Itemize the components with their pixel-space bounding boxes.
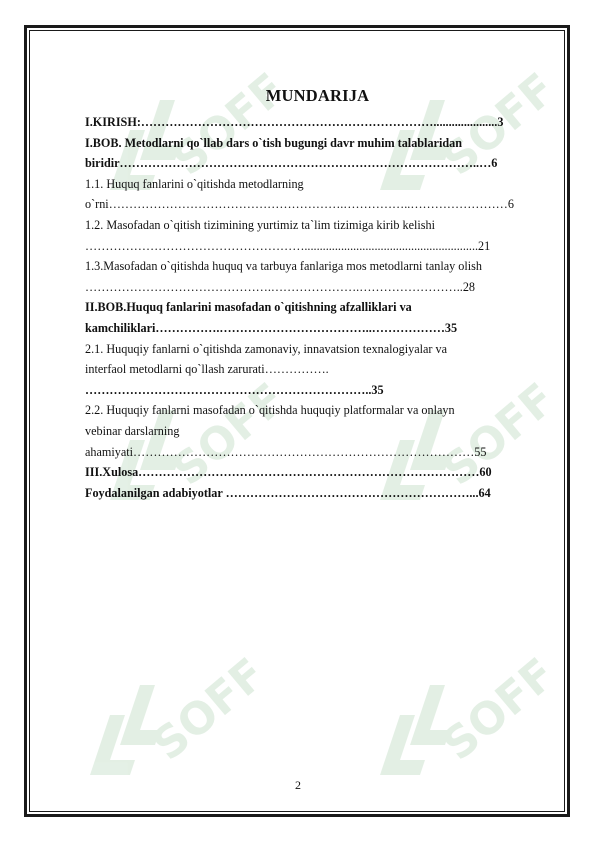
toc-entry-1-1[interactable] [85,174,550,215]
svg-text:SOFF: SOFF [433,648,550,771]
svg-text:SOFF: SOFF [433,63,550,186]
toc-line: ……………………………………………….........................................................21 [85,238,491,253]
svg-text:SOFF: SOFF [433,373,550,496]
toc-line: ……………………………………….………………….……………………..28 [85,279,475,294]
toc-line: 2.1. Huquqiy fanlarni o`qitishda zamonaviy, innavatsion texnalogiyalar va [85,341,448,356]
toc-line: Foydalanilgan adabiyotlar ……………………………………………………...64 [85,485,491,500]
toc-line: ……………………………………………………………..35 [85,382,384,397]
toc-line: kamchiliklari…………….………………………………..………………35 [85,320,458,335]
toc-line: biridir……………………………………………………………………………..…6 [85,156,498,171]
toc-entry-2-2[interactable] [85,400,550,462]
toc-line: o`rni………………………………………………….……………..……………………6 [85,197,514,212]
page-number: 2 [295,778,301,792]
watermark-logo [80,645,260,795]
table-of-contents [85,86,550,503]
toc-line: 2.2. Huquqiy fanlarni masofadan o`qitishda huquqiy platformalar va onlayn [85,403,455,418]
toc-entry-xulosa[interactable] [85,462,550,483]
toc-entry-1-2[interactable] [85,215,550,256]
toc-line: II.BOB.Huquq fanlarini masofadan o`qitishning afzalliklari va [85,300,412,315]
toc-entry-2-1[interactable] [85,339,550,401]
toc-title: MUNDARIJA [265,86,370,105]
toc-entry-bob2[interactable] [85,297,550,338]
toc-entry-1-3[interactable] [85,256,550,297]
svg-text:SOFF: SOFF [163,63,280,186]
toc-entry-bob1[interactable] [85,133,550,174]
toc-line: 1.2. Masofadan o`qitish tizimining yurtimiz ta`lim tizimiga kirib kelishi [85,217,435,232]
svg-text:SOFF: SOFF [163,373,280,496]
toc-line: I.KIRISH:……………………………………………………………….....................3 [85,115,504,129]
svg-text:SOFF: SOFF [143,648,260,771]
toc-line: I.BOB. Metodlarni qo`llab dars o`tish bugungi davr muhim talablaridan [85,135,462,150]
toc-entry-adabiyotlar[interactable] [85,483,550,504]
toc-line: III.Xulosa…………………………………………………………………………60 [85,465,492,480]
toc-line: interfaol metodlarni qo`llash zarurati……………. [85,362,329,377]
toc-line: 1.1. Huquq fanlarini o`qitishda metodlarning [85,176,304,191]
toc-line: vebinar darslarning [85,423,180,438]
toc-line: 1.3.Masofadan o`qitishda huquq va tarbuya fanlariga mos metodlarni tanlay olish [85,259,483,274]
toc-entry-kirish[interactable] [85,112,550,133]
toc-line: ahamiyati…………………………………………………………………………55 [85,444,487,459]
watermark-logo [370,645,550,795]
